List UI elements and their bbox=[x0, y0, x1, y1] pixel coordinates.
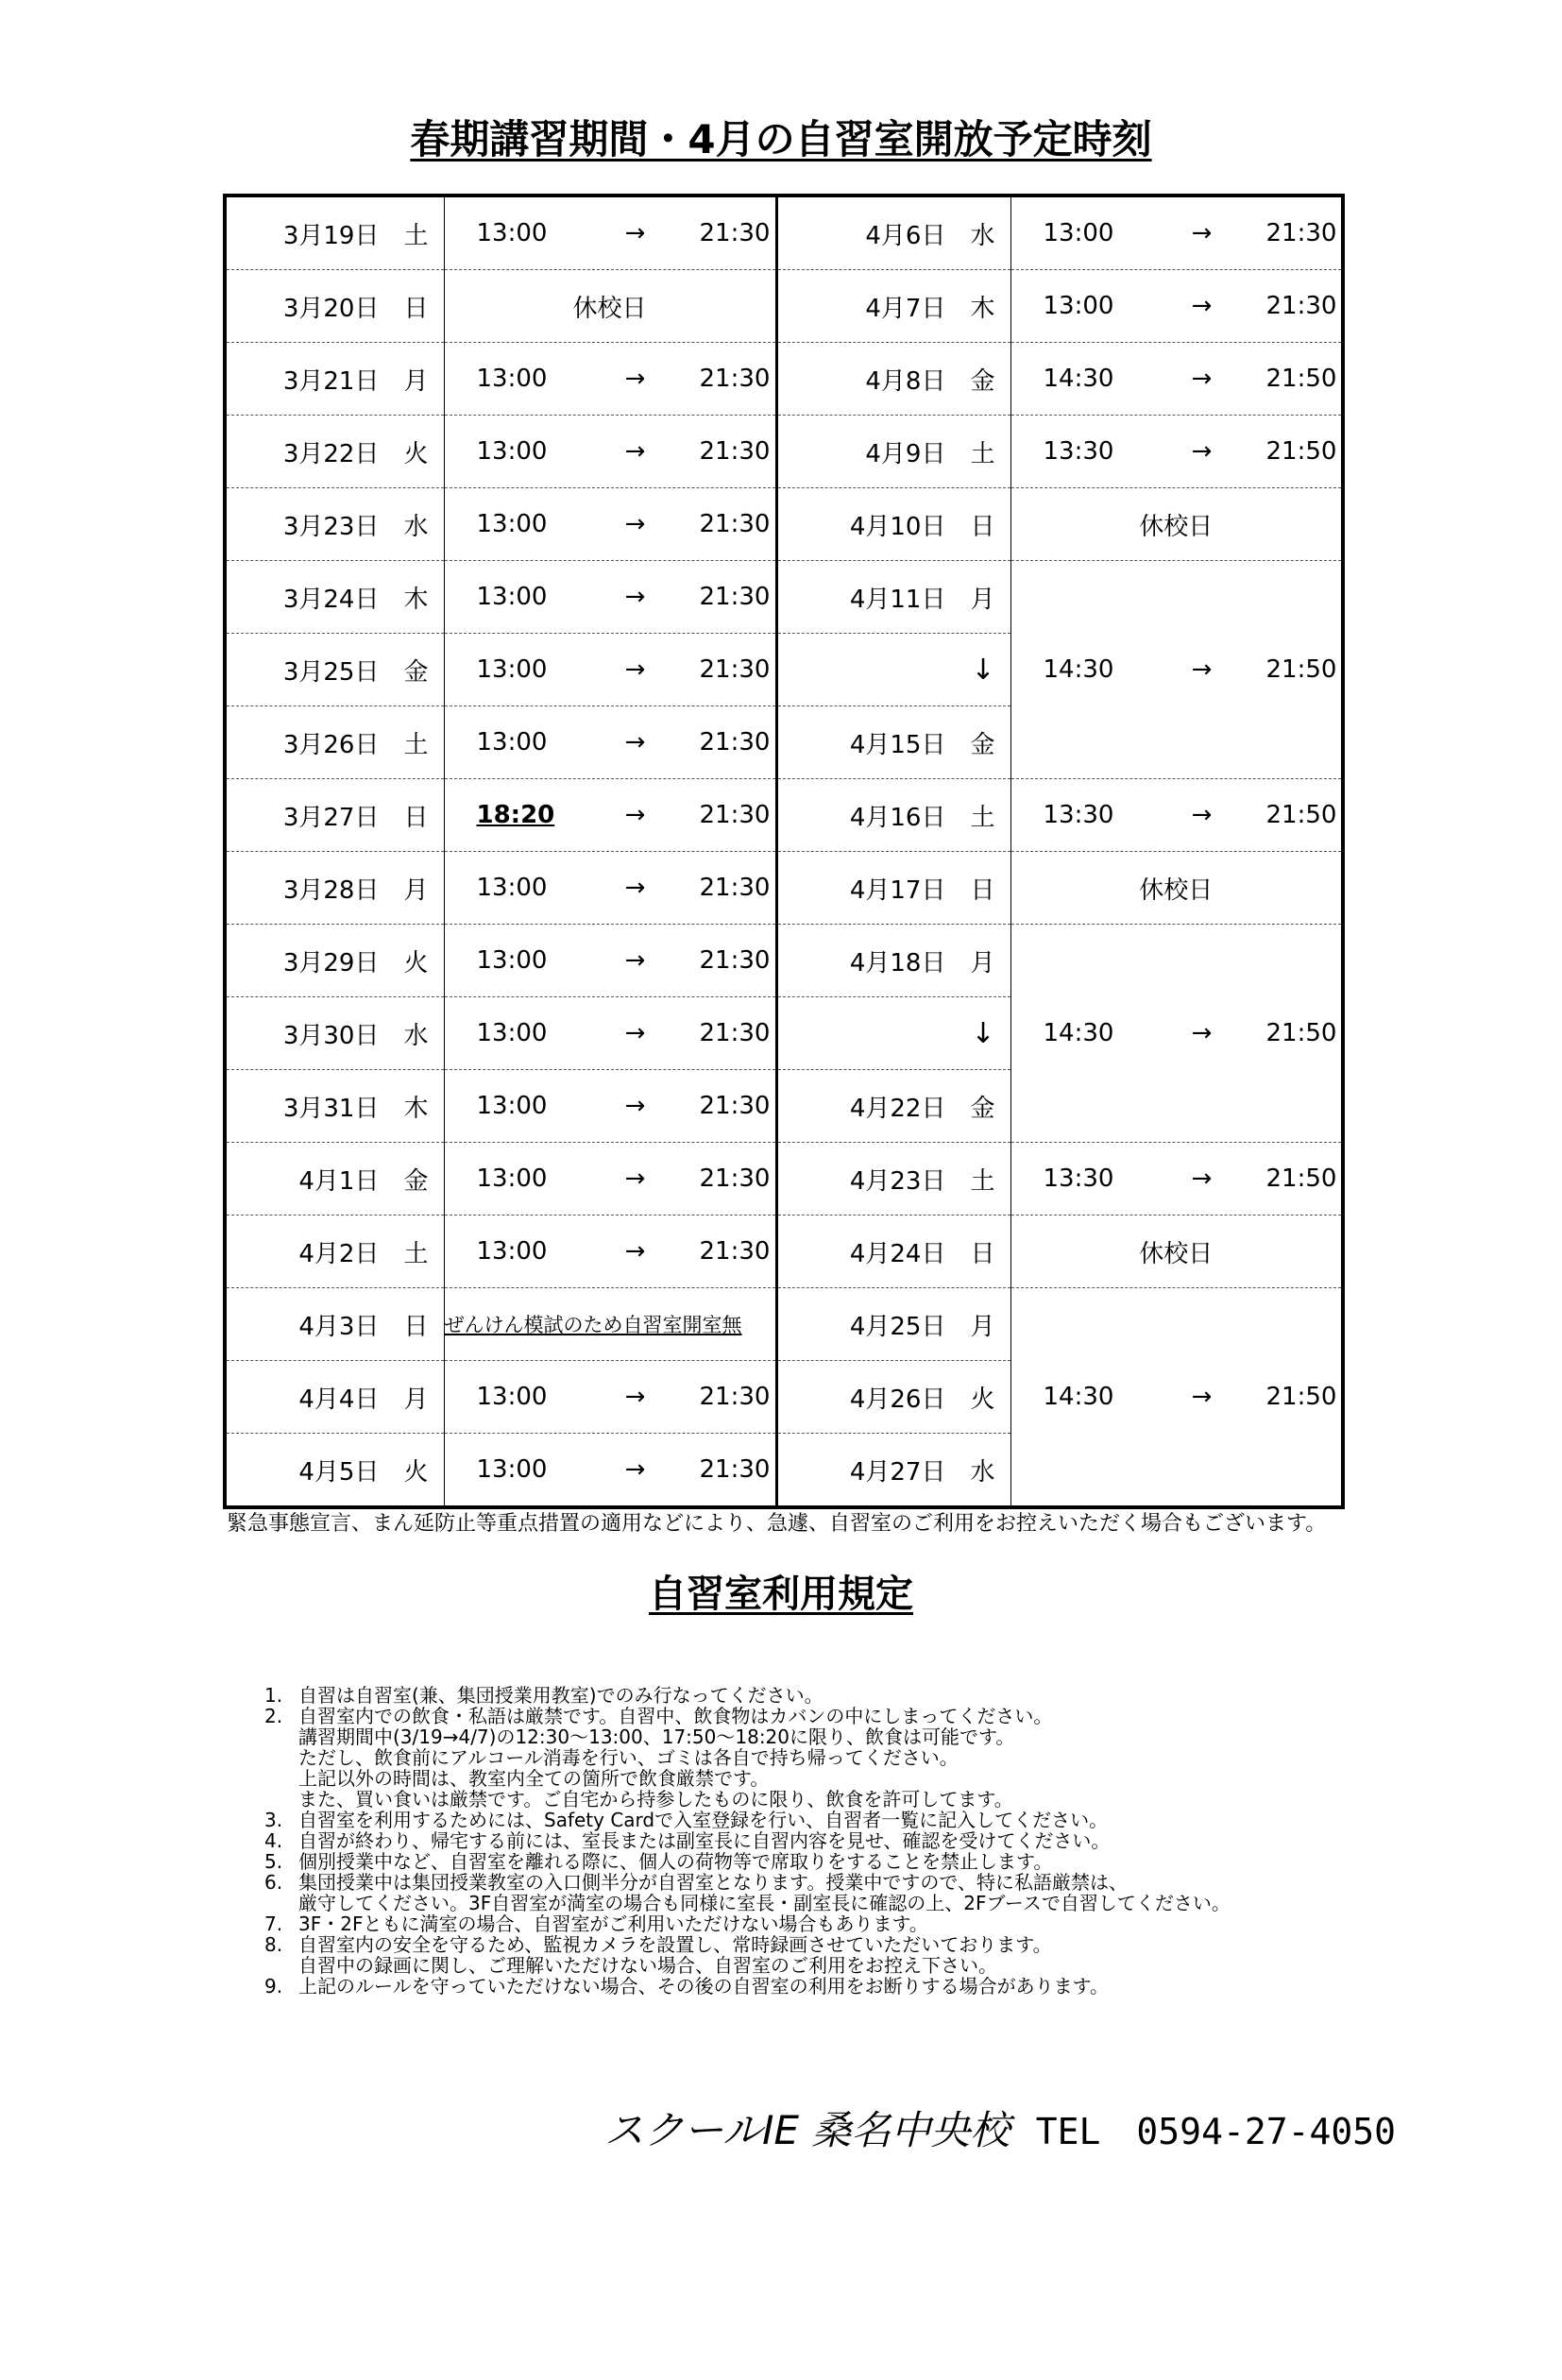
range-arrow-cell bbox=[776, 997, 1010, 1070]
left-date-cell bbox=[225, 634, 444, 706]
start-time: 13:00 bbox=[1043, 292, 1114, 320]
end-time: 21:30 bbox=[699, 365, 771, 393]
end-time: 21:30 bbox=[699, 219, 771, 247]
right-date-cell bbox=[776, 1434, 1010, 1508]
left-time-cell bbox=[444, 997, 776, 1070]
weekday-text: 月 bbox=[403, 366, 429, 396]
date-text: 3月25日 bbox=[282, 657, 380, 687]
right-date-cell bbox=[776, 1216, 1010, 1288]
date-text: 4月18日 bbox=[849, 948, 946, 978]
start-time: 13:00 bbox=[476, 437, 548, 466]
date-text: 4月5日 bbox=[298, 1457, 380, 1487]
weekday-text: 水 bbox=[970, 1457, 995, 1487]
date-text: 4月24日 bbox=[849, 1239, 946, 1268]
arrow-right-icon: → bbox=[624, 1164, 646, 1193]
arrow-right-icon: → bbox=[1191, 219, 1213, 247]
arrow-right-icon: → bbox=[624, 1019, 646, 1047]
rule-line bbox=[264, 1976, 1445, 1997]
start-time: 13:00 bbox=[476, 1164, 548, 1193]
left-time-cell bbox=[444, 416, 776, 488]
arrow-down-icon: ↓ bbox=[971, 653, 995, 687]
left-date-cell bbox=[225, 1361, 444, 1434]
right-time-cell bbox=[1010, 779, 1343, 852]
right-date-cell bbox=[776, 1070, 1010, 1143]
closed-day-text: 休校日 bbox=[1139, 1239, 1214, 1268]
date-text: 4月1日 bbox=[298, 1166, 380, 1196]
date-text: 4月8日 bbox=[865, 366, 946, 396]
rule-text: 自習は自習室(兼、集団授業用教室)でのみ行なってください。 bbox=[298, 1684, 823, 1707]
start-time: 13:00 bbox=[476, 728, 548, 756]
right-time-cell bbox=[1010, 343, 1343, 416]
start-time: 14:30 bbox=[1043, 365, 1114, 393]
right-date-cell bbox=[776, 925, 1010, 997]
arrow-right-icon: → bbox=[624, 1383, 646, 1411]
left-time-cell bbox=[444, 852, 776, 925]
weekday-text: 木 bbox=[970, 294, 995, 323]
rule-number bbox=[264, 1893, 298, 1913]
date-text: 4月4日 bbox=[298, 1385, 380, 1414]
weekday-text: 木 bbox=[403, 1094, 429, 1123]
rules-list bbox=[264, 1685, 1445, 1997]
left-time-cell bbox=[444, 1070, 776, 1143]
rule-number bbox=[264, 1955, 298, 1976]
end-time: 21:50 bbox=[1265, 1164, 1337, 1193]
left-date-cell bbox=[225, 196, 444, 270]
weekday-text: 火 bbox=[403, 948, 429, 978]
arrow-right-icon: → bbox=[1191, 1164, 1213, 1193]
weekday-text: 金 bbox=[970, 1094, 995, 1123]
left-date-cell bbox=[225, 1288, 444, 1361]
end-time: 21:30 bbox=[699, 1019, 771, 1047]
date-text: 3月19日 bbox=[282, 221, 380, 250]
left-time-cell bbox=[444, 343, 776, 416]
rule-number: 6. bbox=[264, 1871, 283, 1894]
left-date-cell bbox=[225, 997, 444, 1070]
start-time: 13:00 bbox=[476, 583, 548, 611]
left-time-cell bbox=[444, 488, 776, 561]
end-time: 21:30 bbox=[699, 946, 771, 975]
rule-line bbox=[264, 1768, 1445, 1789]
rule-text: 自習室内の安全を守るため、監視カメラを設置し、常時録画させていただいております。 bbox=[298, 1933, 1052, 1956]
rule-text: また、買い食いは厳禁です。ご自宅から持参したものに限り、飲食を許可してます。 bbox=[298, 1788, 1013, 1810]
closed-day-text: 休校日 bbox=[1139, 876, 1214, 905]
arrow-right-icon: → bbox=[624, 1237, 646, 1266]
start-time: 13:00 bbox=[476, 219, 548, 247]
weekday-text: 土 bbox=[403, 1239, 429, 1268]
start-time: 13:00 bbox=[476, 655, 548, 684]
table-row bbox=[225, 1288, 1343, 1361]
end-time: 21:30 bbox=[699, 1092, 771, 1120]
rule-number: 4. bbox=[264, 1829, 283, 1852]
special-note bbox=[444, 1288, 776, 1361]
left-date-cell bbox=[225, 706, 444, 779]
date-text: 3月21日 bbox=[282, 366, 380, 396]
rule-text: 自習中の録画に関し、ご理解いただけない場合、自習室のご利用をお控え下さい。 bbox=[298, 1954, 997, 1977]
left-date-cell bbox=[225, 925, 444, 997]
start-time: 13:00 bbox=[476, 510, 548, 538]
end-time: 21:30 bbox=[699, 510, 771, 538]
date-text: 3月22日 bbox=[282, 439, 380, 468]
arrow-right-icon: → bbox=[624, 801, 646, 829]
date-text: 4月22日 bbox=[849, 1094, 946, 1123]
left-date-cell bbox=[225, 1434, 444, 1508]
end-time: 21:30 bbox=[699, 1164, 771, 1193]
end-time: 21:50 bbox=[1265, 1019, 1337, 1047]
start-time: 14:30 bbox=[1043, 1383, 1114, 1411]
weekday-text: 木 bbox=[403, 585, 429, 614]
weekday-text: 土 bbox=[403, 221, 429, 250]
arrow-right-icon: → bbox=[1191, 1383, 1213, 1411]
left-time-cell bbox=[444, 925, 776, 997]
left-date-cell bbox=[225, 1143, 444, 1216]
start-time: 13:00 bbox=[476, 874, 548, 902]
table-row bbox=[225, 1143, 1343, 1216]
weekday-text: 日 bbox=[970, 512, 995, 541]
start-time: 13:00 bbox=[476, 365, 548, 393]
table-row bbox=[225, 561, 1343, 634]
school-tel: TEL 0594-27-4050 bbox=[1035, 2111, 1396, 2152]
weekday-text: 金 bbox=[403, 1166, 429, 1196]
rule-text: 厳守してください。3F自習室が満室の場合も同様に室長・副室長に確認の上、2Fブースで自習してください。 bbox=[298, 1892, 1231, 1914]
closed-day bbox=[1010, 852, 1343, 925]
rules-title-text: 自習室利用規定 bbox=[649, 1572, 913, 1616]
rule-line bbox=[264, 1851, 1445, 1872]
arrow-right-icon: → bbox=[624, 946, 646, 975]
table-row bbox=[225, 852, 1343, 925]
arrow-right-icon: → bbox=[624, 655, 646, 684]
date-text: 3月28日 bbox=[282, 876, 380, 905]
start-time: 14:30 bbox=[1043, 1019, 1114, 1047]
left-time-cell bbox=[444, 779, 776, 852]
right-time-cell bbox=[1010, 196, 1343, 270]
closed-day-text: 休校日 bbox=[1139, 512, 1214, 541]
rule-line bbox=[264, 1934, 1445, 1955]
rule-number: 5. bbox=[264, 1850, 283, 1873]
left-date-cell bbox=[225, 1070, 444, 1143]
right-date-cell bbox=[776, 852, 1010, 925]
start-time: 13:00 bbox=[476, 1092, 548, 1120]
rule-line bbox=[264, 1789, 1445, 1810]
start-time: 13:30 bbox=[1043, 801, 1114, 829]
arrow-right-icon: → bbox=[1191, 365, 1213, 393]
arrow-right-icon: → bbox=[624, 437, 646, 466]
arrow-right-icon: → bbox=[1191, 655, 1213, 684]
end-time: 21:30 bbox=[699, 728, 771, 756]
left-time-cell bbox=[444, 1143, 776, 1216]
rule-number bbox=[264, 1747, 298, 1768]
date-text: 3月29日 bbox=[282, 948, 380, 978]
arrow-right-icon: → bbox=[624, 219, 646, 247]
weekday-text: 金 bbox=[970, 730, 995, 759]
special-note-text: ぜんけん模試のため自習室開室無 bbox=[444, 1314, 742, 1336]
arrow-right-icon: → bbox=[624, 1092, 646, 1120]
date-text: 3月23日 bbox=[282, 512, 380, 541]
rule-text: 個別授業中など、自習室を離れる際に、個人の荷物等で席取りをすることを禁止します。 bbox=[298, 1850, 1053, 1873]
right-time-cell bbox=[1010, 561, 1343, 779]
right-date-cell bbox=[776, 270, 1010, 343]
left-time-cell bbox=[444, 1216, 776, 1288]
rule-line bbox=[264, 1747, 1445, 1768]
right-date-cell bbox=[776, 1361, 1010, 1434]
left-time-cell bbox=[444, 706, 776, 779]
start-time: 13:00 bbox=[476, 1455, 548, 1484]
rule-line bbox=[264, 1706, 1445, 1726]
table-row bbox=[225, 416, 1343, 488]
right-time-cell bbox=[1010, 1143, 1343, 1216]
table-row bbox=[225, 196, 1343, 270]
rule-number: 8. bbox=[264, 1933, 283, 1956]
rule-number: 7. bbox=[264, 1912, 283, 1935]
weekday-text: 月 bbox=[403, 876, 429, 905]
rule-text: ただし、飲食前にアルコール消毒を行い、ゴミは各自で持ち帰ってください。 bbox=[298, 1746, 959, 1769]
rule-line bbox=[264, 1810, 1445, 1830]
rule-text: 自習室を利用するためには、Safety Cardで入室登録を行い、自習者一覧に記入してください。 bbox=[298, 1809, 1109, 1831]
weekday-text: 月 bbox=[970, 948, 995, 978]
left-time-cell bbox=[444, 1361, 776, 1434]
rule-number: 1. bbox=[264, 1684, 283, 1707]
weekday-text: 日 bbox=[403, 294, 429, 323]
emergency-notice: 緊急事態宣言、まん延防止等重点措置の適用などにより、急遽、自習室のご利用をお控えいただく場合もございます。 bbox=[227, 1512, 1327, 1536]
rule-line bbox=[264, 1726, 1445, 1747]
left-time-cell bbox=[444, 634, 776, 706]
page-title-text: 春期講習期間・4月の自習室開放予定時刻 bbox=[410, 116, 1152, 162]
date-text: 4月9日 bbox=[865, 439, 946, 468]
table-row bbox=[225, 1216, 1343, 1288]
end-time: 21:50 bbox=[1265, 801, 1337, 829]
date-text: 3月31日 bbox=[282, 1094, 380, 1123]
end-time: 21:30 bbox=[699, 655, 771, 684]
date-text: 3月24日 bbox=[282, 585, 380, 614]
arrow-right-icon: → bbox=[624, 583, 646, 611]
weekday-text: 水 bbox=[403, 1021, 429, 1050]
rule-text: 講習期間中(3/19→4/7)の12:30～13:00、17:50～18:20に限り、飲食は可能です。 bbox=[298, 1726, 1015, 1748]
left-date-cell bbox=[225, 343, 444, 416]
page-title bbox=[0, 111, 1562, 168]
date-text: 4月11日 bbox=[849, 585, 946, 614]
weekday-text: 土 bbox=[403, 730, 429, 759]
start-time: 13:30 bbox=[1043, 1164, 1114, 1193]
right-date-cell bbox=[776, 706, 1010, 779]
date-text: 4月16日 bbox=[849, 803, 946, 832]
rule-line bbox=[264, 1955, 1445, 1976]
weekday-text: 水 bbox=[403, 512, 429, 541]
rule-number: 9. bbox=[264, 1975, 283, 1998]
rule-text: 集団授業中は集団授業教室の入口側半分が自習室となります。授業中ですので、特に私語厳禁は、 bbox=[298, 1871, 1128, 1894]
start-time: 13:00 bbox=[1043, 219, 1114, 247]
start-time: 13:00 bbox=[476, 1237, 548, 1266]
rule-text: 自習が終わり、帰宅する前には、室長または副室長に自習内容を見せ、確認を受けてください。 bbox=[298, 1829, 1111, 1852]
date-text: 4月27日 bbox=[849, 1457, 946, 1487]
table-row bbox=[225, 925, 1343, 997]
table-row bbox=[225, 779, 1343, 852]
weekday-text: 月 bbox=[970, 1312, 995, 1341]
end-time: 21:30 bbox=[699, 801, 771, 829]
rule-line bbox=[264, 1685, 1445, 1706]
closed-day bbox=[1010, 1216, 1343, 1288]
arrow-down-icon: ↓ bbox=[971, 1016, 995, 1050]
date-text: 4月7日 bbox=[865, 294, 946, 323]
table-row bbox=[225, 488, 1343, 561]
date-text: 4月2日 bbox=[298, 1239, 380, 1268]
end-time: 21:30 bbox=[1265, 292, 1337, 320]
arrow-right-icon: → bbox=[624, 365, 646, 393]
right-date-cell bbox=[776, 561, 1010, 634]
arrow-right-icon: → bbox=[1191, 292, 1213, 320]
date-text: 4月23日 bbox=[849, 1166, 946, 1196]
date-text: 4月25日 bbox=[849, 1312, 946, 1341]
rule-line bbox=[264, 1913, 1445, 1934]
closed-day bbox=[1010, 488, 1343, 561]
rule-number bbox=[264, 1789, 298, 1810]
rule-text: 上記以外の時間は、教室内全ての箇所で飲食厳禁です。 bbox=[298, 1767, 770, 1790]
left-date-cell bbox=[225, 270, 444, 343]
school-name: スクールIE 桑名中央校 bbox=[604, 2107, 1010, 2153]
arrow-right-icon: → bbox=[1191, 1019, 1213, 1047]
right-date-cell bbox=[776, 196, 1010, 270]
end-time: 21:30 bbox=[699, 1455, 771, 1484]
end-time: 21:30 bbox=[699, 874, 771, 902]
weekday-text: 火 bbox=[970, 1385, 995, 1414]
range-arrow-cell bbox=[776, 634, 1010, 706]
start-time: 13:00 bbox=[476, 946, 548, 975]
footer bbox=[604, 2102, 1549, 2160]
right-date-cell bbox=[776, 488, 1010, 561]
weekday-text: 日 bbox=[403, 803, 429, 832]
rule-text: 3F・2Fともに満室の場合、自習室がご利用いただけない場合もあります。 bbox=[298, 1912, 928, 1935]
right-time-cell bbox=[1010, 1288, 1343, 1508]
weekday-text: 水 bbox=[970, 221, 995, 250]
left-date-cell bbox=[225, 561, 444, 634]
weekday-text: 土 bbox=[970, 803, 995, 832]
end-time: 21:30 bbox=[699, 583, 771, 611]
closed-day bbox=[444, 270, 776, 343]
arrow-right-icon: → bbox=[624, 874, 646, 902]
end-time: 21:30 bbox=[699, 437, 771, 466]
end-time: 21:30 bbox=[699, 1383, 771, 1411]
right-date-cell bbox=[776, 343, 1010, 416]
right-date-cell bbox=[776, 1143, 1010, 1216]
weekday-text: 火 bbox=[403, 1457, 429, 1487]
date-text: 4月15日 bbox=[849, 730, 946, 759]
date-text: 3月27日 bbox=[282, 803, 380, 832]
date-text: 4月3日 bbox=[298, 1312, 380, 1341]
arrow-right-icon: → bbox=[624, 510, 646, 538]
start-time: 18:20 bbox=[476, 801, 555, 829]
weekday-text: 月 bbox=[970, 585, 995, 614]
date-text: 3月20日 bbox=[282, 294, 380, 323]
closed-day-text: 休校日 bbox=[572, 294, 647, 323]
weekday-text: 金 bbox=[403, 657, 429, 687]
start-time: 14:30 bbox=[1043, 655, 1114, 684]
weekday-text: 土 bbox=[970, 1166, 995, 1196]
weekday-text: 金 bbox=[970, 366, 995, 396]
end-time: 21:30 bbox=[699, 1237, 771, 1266]
date-text: 3月26日 bbox=[282, 730, 380, 759]
start-time: 13:00 bbox=[476, 1019, 548, 1047]
end-time: 21:50 bbox=[1265, 365, 1337, 393]
left-date-cell bbox=[225, 852, 444, 925]
rule-text: 自習室内での飲食・私語は厳禁です。自習中、飲食物はカバンの中にしまってください。 bbox=[298, 1705, 1053, 1727]
date-text: 4月17日 bbox=[849, 876, 946, 905]
arrow-right-icon: → bbox=[624, 728, 646, 756]
right-date-cell bbox=[776, 779, 1010, 852]
weekday-text: 土 bbox=[970, 439, 995, 468]
date-text: 4月26日 bbox=[849, 1385, 946, 1414]
start-time: 13:30 bbox=[1043, 437, 1114, 466]
right-time-cell bbox=[1010, 270, 1343, 343]
date-text: 3月30日 bbox=[282, 1021, 380, 1050]
rule-number bbox=[264, 1726, 298, 1747]
end-time: 21:50 bbox=[1265, 437, 1337, 466]
rule-line bbox=[264, 1872, 1445, 1893]
weekday-text: 月 bbox=[403, 1385, 429, 1414]
left-date-cell bbox=[225, 416, 444, 488]
right-date-cell bbox=[776, 416, 1010, 488]
left-time-cell bbox=[444, 1434, 776, 1508]
weekday-text: 火 bbox=[403, 439, 429, 468]
weekday-text: 日 bbox=[970, 1239, 995, 1268]
table-row bbox=[225, 270, 1343, 343]
end-time: 21:50 bbox=[1265, 1383, 1337, 1411]
rule-text: 上記のルールを守っていただけない場合、その後の自習室の利用をお断りする場合があります。 bbox=[298, 1975, 1109, 1998]
weekday-text: 日 bbox=[403, 1312, 429, 1341]
rules-title bbox=[0, 1568, 1562, 1621]
left-date-cell bbox=[225, 488, 444, 561]
left-time-cell bbox=[444, 196, 776, 270]
date-text: 4月10日 bbox=[849, 512, 946, 541]
rule-line bbox=[264, 1830, 1445, 1851]
rule-line bbox=[264, 1893, 1445, 1913]
rule-number: 2. bbox=[264, 1705, 283, 1727]
rule-number: 3. bbox=[264, 1809, 283, 1831]
end-time: 21:50 bbox=[1265, 655, 1337, 684]
start-time: 13:00 bbox=[476, 1383, 548, 1411]
weekday-text: 日 bbox=[970, 876, 995, 905]
rule-number bbox=[264, 1768, 298, 1789]
table-row bbox=[225, 343, 1343, 416]
left-date-cell bbox=[225, 1216, 444, 1288]
schedule-table bbox=[223, 194, 1345, 1509]
right-time-cell bbox=[1010, 925, 1343, 1143]
end-time: 21:30 bbox=[1265, 219, 1337, 247]
right-date-cell bbox=[776, 1288, 1010, 1361]
right-time-cell bbox=[1010, 416, 1343, 488]
date-text: 4月6日 bbox=[865, 221, 946, 250]
arrow-right-icon: → bbox=[1191, 801, 1213, 829]
arrow-right-icon: → bbox=[624, 1455, 646, 1484]
left-time-cell bbox=[444, 561, 776, 634]
arrow-right-icon: → bbox=[1191, 437, 1213, 466]
left-date-cell bbox=[225, 779, 444, 852]
